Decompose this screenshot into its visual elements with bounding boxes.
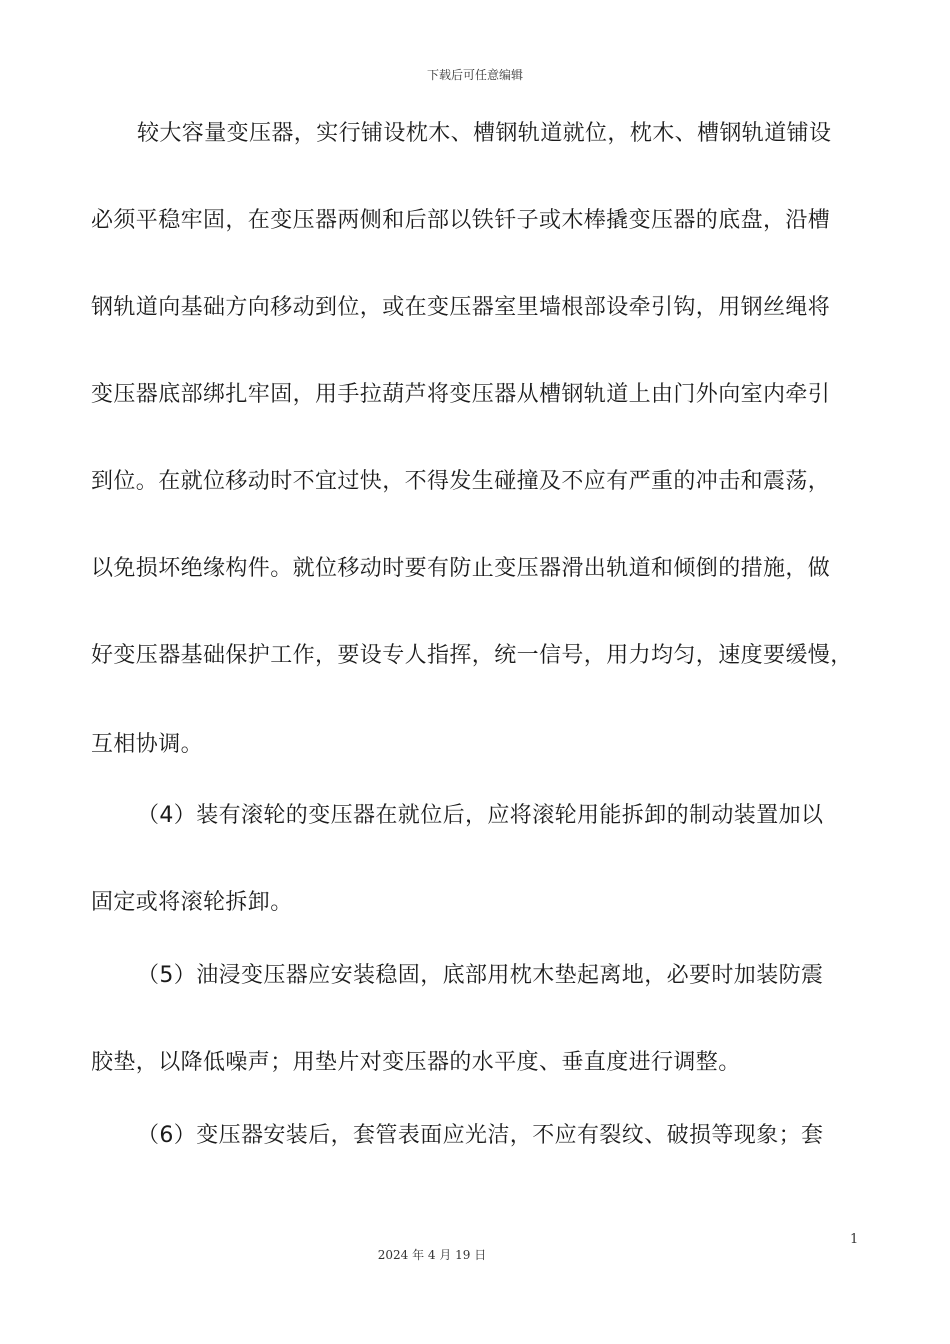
text-line: 到位。在就位移动时不宜过快，不得发生碰撞及不应有严重的冲击和震荡， [91,469,831,494]
text-line: （6）变压器安装后，套管表面应光洁，不应有裂纹、破损等现象；套 [137,1123,824,1148]
text-line: 好变压器基础保护工作，要设专人指挥，统一信号，用力均匀，速度要缓慢， [91,643,853,668]
text-line: 固定或将滚轮拆卸。 [91,890,293,915]
page-header: 下载后可任意编辑 [426,68,523,82]
text-line: （5）油浸变压器应安装稳固，底部用枕木垫起离地，必要时加装防震 [137,963,824,988]
page-number: 1 [850,1232,859,1247]
text-line: 以免损坏绝缘构件。就位移动时要有防止变压器滑出轨道和倾倒的措施，做 [91,556,831,581]
text-line: 胶垫，以降低噪声；用垫片对变压器的水平度、垂直度进行调整。 [91,1050,741,1075]
text-line: 互相协调。 [91,732,204,757]
page-footer-date: 2024 年 4 月 19 日 [377,1248,487,1262]
text-line: 变压器底部绑扎牢固，用手拉葫芦将变压器从槽钢轨道上由门外向室内牵引 [91,382,831,407]
text-line: （4）装有滚轮的变压器在就位后，应将滚轮用能拆卸的制动装置加以 [137,803,824,828]
text-line: 钢轨道向基础方向移动到位，或在变压器室里墙根部设牵引钩，用钢丝绳将 [91,295,831,320]
text-line: 必须平稳牢固，在变压器两侧和后部以铁钎子或木棒撬变压器的底盘，沿槽 [91,208,831,233]
text-line: 较大容量变压器，实行铺设枕木、槽钢轨道就位，枕木、槽钢轨道铺设 [137,121,832,146]
